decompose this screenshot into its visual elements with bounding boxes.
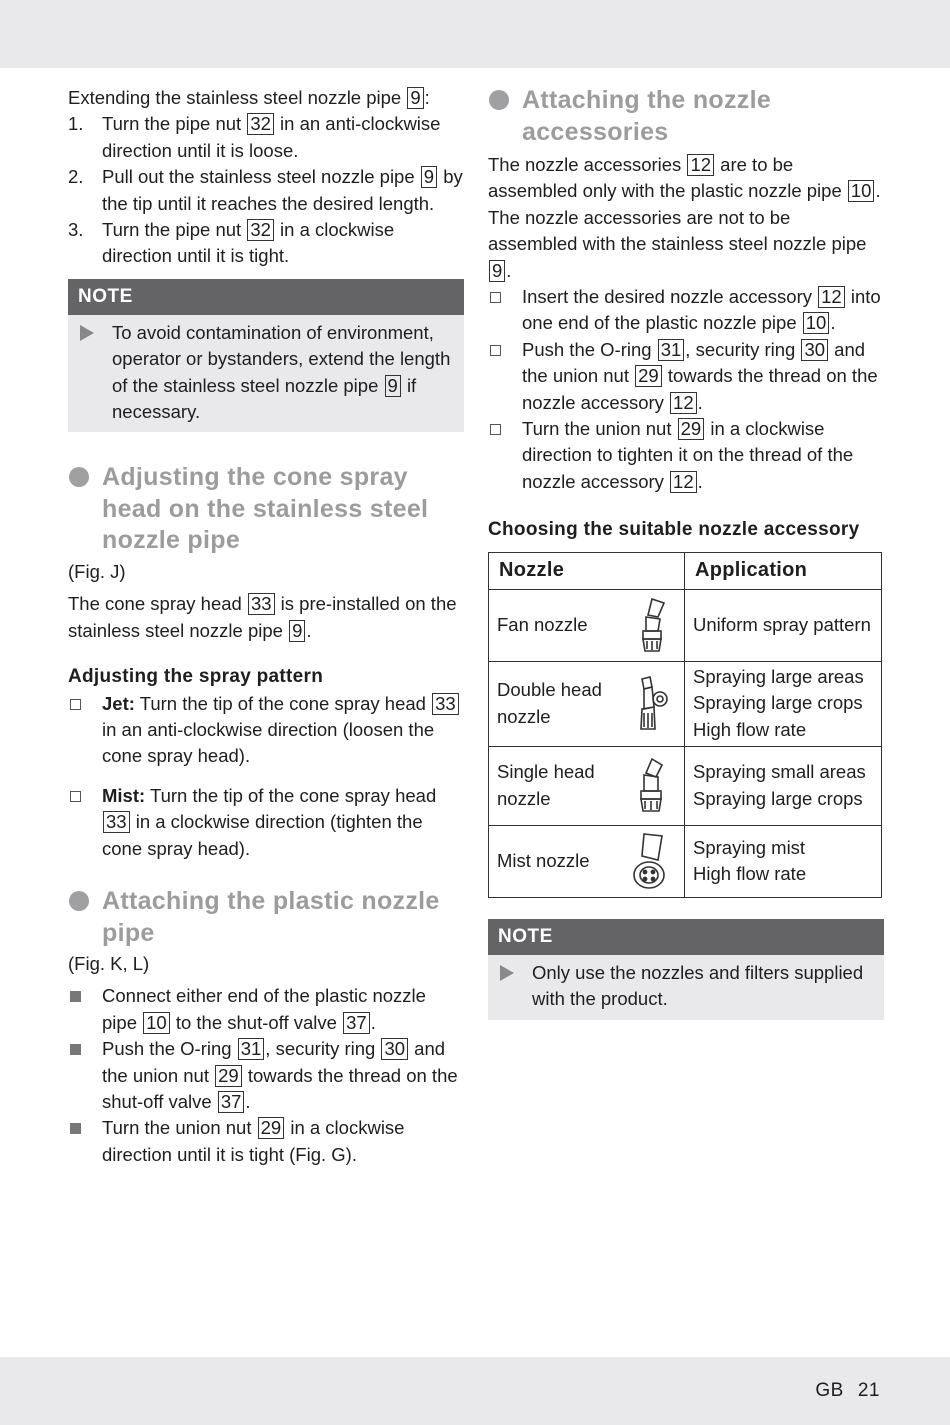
column-header-nozzle: Nozzle — [489, 552, 685, 589]
fan-nozzle-icon — [634, 595, 670, 655]
sub-title-spray-pattern: Adjusting the spray pattern — [68, 666, 324, 688]
list-item: 1. Turn the pipe nut 32 in an anti-clockwise direction until it is loose. — [68, 113, 441, 161]
checkbox-square-icon — [490, 292, 501, 303]
note-text: Only use the nozzles and filters supplied with the product. — [488, 955, 884, 1020]
filled-square-icon — [70, 1044, 81, 1055]
application-cell: Uniform spray pattern — [685, 589, 882, 661]
extend-intro: Extending the stainless steel nozzle pipe 9 : — [68, 87, 430, 108]
page-header-band — [0, 0, 950, 68]
section-title-plastic-pipe: Attaching the plastic nozzle pipe — [68, 886, 464, 949]
plastic-pipe-steps — [68, 983, 464, 1168]
checkbox-square-icon — [490, 424, 501, 435]
left-column — [68, 85, 464, 1168]
bullet-dot-icon — [69, 891, 89, 911]
nozzle-cell: Mist nozzle — [489, 825, 685, 897]
column-header-application: Application — [685, 552, 882, 589]
accessories-steps — [488, 284, 884, 495]
triangle-bullet-icon — [80, 325, 94, 341]
list-item: Insert the desired nozzle accessory 12 into one end of the plastic nozzle pipe 10 . — [488, 284, 884, 337]
table-row — [489, 589, 882, 661]
list-item: Connect either end of the plastic nozzle pipe 10 to the shut-off valve 37 . — [68, 983, 464, 1036]
section-title-nozzle-accessories: Attaching the nozzle accessories — [488, 85, 884, 148]
list-item: Push the O-ring 31 , security ring 30 and the union nut 29 towards the thread on the shut-off valve 37 . — [68, 1036, 464, 1115]
note-title: NOTE — [488, 919, 884, 955]
list-item: Push the O-ring 31 , security ring 30 and the union nut 29 towards the thread on the nozzle accessory 12 . — [488, 337, 884, 416]
checkbox-square-icon — [490, 345, 501, 356]
list-item: Jet: Turn the tip of the cone spray head 33 in an anti-clockwise direction (loosen the cone spray head). — [68, 691, 464, 770]
nozzle-cell: Single head nozzle — [489, 746, 685, 825]
list-item: 2. Pull out the stainless steel nozzle pipe 9 by the tip until it reaches the desired length. — [68, 166, 463, 214]
note-text: To avoid contamination of environment, operator or bystanders, extend the length of the stainless steel nozzle pipe 9 if necessary. — [68, 315, 464, 433]
single-head-nozzle-icon — [630, 755, 670, 817]
list-item: Turn the union nut 29 in a clockwise direction until it is tight (Fig. G). — [68, 1115, 464, 1168]
note-box — [488, 919, 884, 1020]
checkbox-square-icon — [70, 699, 81, 710]
application-cell: Spraying small areas Spraying large crops — [685, 746, 882, 825]
application-cell: Spraying mist High flow rate — [685, 825, 882, 897]
list-item: Mist: Turn the tip of the cone spray head 33 in a clockwise direction (tighten the cone spray head). — [68, 783, 464, 862]
table-row — [489, 661, 882, 746]
figure-reference: (Fig. J) — [68, 560, 126, 582]
accessories-paragraph: The nozzle accessories 12 are to be assembled only with the plastic nozzle pipe 10 . — [488, 154, 881, 202]
nozzle-cell: Fan nozzle — [489, 589, 685, 661]
filled-square-icon — [70, 991, 81, 1002]
filled-square-icon — [70, 1123, 81, 1134]
mist-nozzle-icon — [628, 830, 670, 892]
section-title-cone-spray: Adjusting the cone spray head on the stainless steel nozzle pipe — [68, 462, 464, 557]
double-head-nozzle-icon — [630, 673, 670, 735]
nozzle-cell: Double head nozzle — [489, 661, 685, 746]
figure-reference: (Fig. K, L) — [68, 953, 150, 975]
sub-title-choosing-nozzle: Choosing the suitable nozzle accessory — [488, 519, 860, 541]
right-column — [488, 85, 884, 1020]
note-box — [68, 279, 464, 433]
triangle-bullet-icon — [500, 965, 514, 981]
table-header-row — [489, 552, 882, 589]
note-title: NOTE — [68, 279, 464, 315]
checkbox-square-icon — [70, 791, 81, 802]
list-item: Turn the union nut 29 in a clockwise direction to tighten it on the thread of the nozzle accessory 12 . — [488, 416, 884, 495]
bullet-dot-icon — [489, 90, 509, 110]
table-row — [489, 746, 882, 825]
bullet-dot-icon — [69, 467, 89, 487]
language-code: GB — [815, 1380, 844, 1401]
list-item: 3. Turn the pipe nut 32 in a clockwise direction until it is tight. — [68, 219, 395, 267]
accessories-paragraph: The nozzle accessories are not to be assembled with the stainless steel nozzle pipe 9 . — [488, 206, 867, 281]
application-cell: Spraying large areas Spraying large crops High flow rate — [685, 661, 882, 746]
nozzle-table — [488, 552, 882, 898]
page-number: 21 — [857, 1380, 880, 1401]
spray-pattern-list — [68, 691, 464, 862]
cone-paragraph: The cone spray head 33 is pre-installed on the stainless steel nozzle pipe 9 . — [68, 593, 457, 641]
extend-steps — [68, 111, 464, 269]
table-row — [489, 825, 882, 897]
page-footer — [801, 1378, 880, 1404]
